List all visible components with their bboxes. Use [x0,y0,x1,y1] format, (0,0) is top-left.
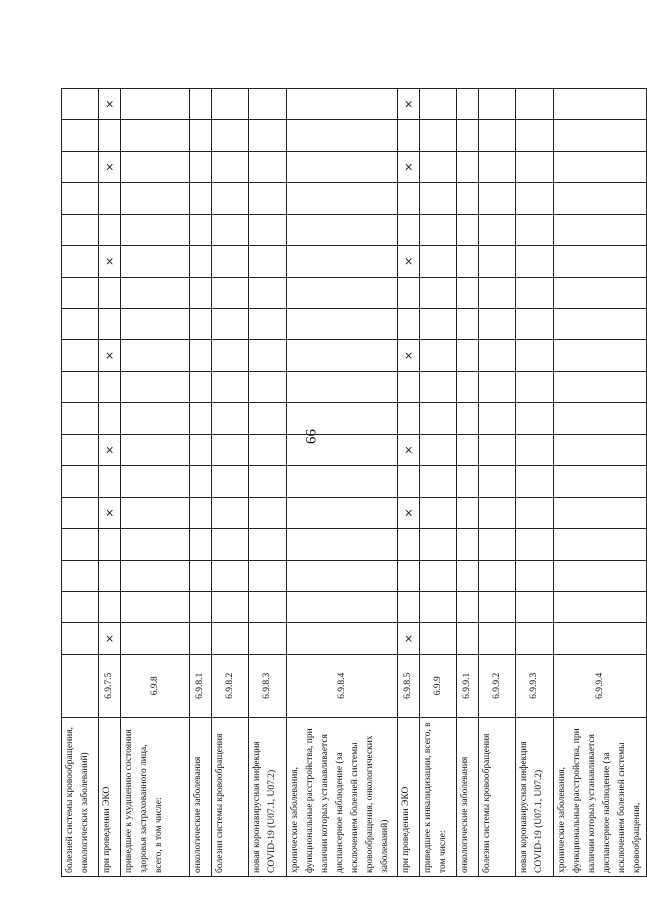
table-row [457,26,479,877]
empty-cell [398,560,420,591]
empty-cell [420,246,457,277]
empty-cell [398,529,420,560]
empty-cell [287,246,398,277]
empty-cell [554,403,647,434]
empty-cell [554,277,647,308]
empty-cell [554,623,647,654]
empty-cell [287,560,398,591]
empty-cell [62,277,99,308]
empty-cell [190,340,212,371]
empty-cell [212,371,249,402]
empty-cell [249,623,287,654]
empty-cell [99,214,121,245]
empty-cell [479,246,516,277]
empty-cell [121,403,190,434]
empty-cell [249,120,287,151]
empty-cell [190,623,212,654]
page-number: 99 [302,429,318,444]
empty-cell [516,277,554,308]
empty-cell [287,151,398,182]
empty-cell [516,371,554,402]
empty-cell [121,434,190,465]
empty-cell [287,183,398,214]
table-row [99,26,121,877]
empty-cell [190,183,212,214]
empty-cell [99,560,121,591]
empty-cell [479,623,516,654]
empty-cell [121,340,190,371]
row-code: 6.9.8.5 [398,654,420,717]
empty-cell [121,277,190,308]
empty-cell [420,623,457,654]
empty-cell [516,183,554,214]
table-row [121,26,190,877]
empty-cell [554,529,647,560]
empty-cell [516,434,554,465]
empty-cell [457,183,479,214]
empty-cell [287,309,398,340]
table-row [287,26,398,877]
statistics-table [61,25,647,877]
empty-cell [420,529,457,560]
empty-cell [249,371,287,402]
empty-cell [554,340,647,371]
empty-cell [62,340,99,371]
empty-cell [420,466,457,497]
empty-cell [516,529,554,560]
cross-mark: × [398,246,420,277]
empty-cell [99,183,121,214]
cross-mark: × [398,434,420,465]
empty-cell [554,88,647,119]
empty-cell [479,591,516,622]
empty-cell [190,497,212,528]
empty-cell [420,88,457,119]
empty-cell [249,88,287,119]
empty-cell [62,371,99,402]
cross-mark: × [99,623,121,654]
empty-cell [249,529,287,560]
empty-cell [212,623,249,654]
empty-cell [516,623,554,654]
empty-cell [249,591,287,622]
empty-cell [479,560,516,591]
empty-cell [516,309,554,340]
empty-cell [420,151,457,182]
empty-cell [249,434,287,465]
empty-cell [62,529,99,560]
table-row [249,26,287,877]
empty-cell [420,340,457,371]
empty-cell [479,497,516,528]
empty-cell [99,591,121,622]
empty-cell [398,183,420,214]
empty-cell [121,560,190,591]
empty-cell [287,623,398,654]
empty-cell [398,466,420,497]
empty-cell [479,466,516,497]
row-label: хронические заболевания, функциональные расстройства, при наличии которых устанавливается диспансерное наблюдение (за исключением болезней системы кровообращения, онкологических заболеваний) [287,717,398,876]
empty-cell [121,591,190,622]
empty-cell [420,120,457,151]
row-code: 6.9.9.2 [479,654,516,717]
empty-cell [99,529,121,560]
empty-cell [554,309,647,340]
row-label: онкологические заболевания [190,717,212,876]
empty-cell [249,277,287,308]
empty-cell [99,277,121,308]
empty-cell [516,214,554,245]
row-label: онкологические заболевания [457,717,479,876]
row-label: хронические заболевания, функциональные расстройства, при наличии которых устанавливается диспансерное наблюдение (за исключением болезней системы кровообращения, [554,717,647,876]
empty-cell [121,529,190,560]
empty-cell [398,309,420,340]
empty-cell [62,246,99,277]
empty-cell [457,277,479,308]
empty-cell [554,120,647,151]
empty-cell [398,120,420,151]
empty-cell [457,466,479,497]
empty-cell [62,623,99,654]
empty-cell [420,560,457,591]
empty-cell [287,529,398,560]
empty-cell [516,403,554,434]
empty-cell [190,591,212,622]
empty-cell [212,560,249,591]
empty-cell [121,371,190,402]
empty-cell [249,403,287,434]
empty-cell [457,497,479,528]
row-label: приведшее к инвалидизации, всего, в том числе: [420,717,457,876]
empty-cell [554,560,647,591]
empty-cell [516,151,554,182]
empty-cell [479,277,516,308]
empty-cell [479,214,516,245]
empty-cell [212,434,249,465]
empty-cell [554,246,647,277]
rotated-table-wrapper [61,25,642,877]
empty-cell [121,214,190,245]
empty-cell [99,371,121,402]
empty-cell [457,434,479,465]
empty-cell [398,591,420,622]
empty-cell [287,434,398,465]
empty-cell [287,340,398,371]
empty-cell [457,309,479,340]
empty-cell [99,120,121,151]
empty-cell [420,183,457,214]
cross-mark: × [398,151,420,182]
empty-cell [212,403,249,434]
empty-cell [190,277,212,308]
empty-cell [212,151,249,182]
empty-cell [398,214,420,245]
empty-cell [457,246,479,277]
table-row [479,26,516,877]
empty-cell [99,403,121,434]
empty-cell [554,434,647,465]
empty-cell [212,183,249,214]
empty-cell [479,403,516,434]
empty-cell [121,88,190,119]
empty-cell [212,214,249,245]
empty-cell [457,151,479,182]
row-label: болезни системы кровообращения [212,717,249,876]
row-code: 6.9.8.4 [287,654,398,717]
empty-cell [554,466,647,497]
row-label: при проведении ЭКО [99,717,121,876]
empty-cell [457,403,479,434]
empty-cell [554,183,647,214]
empty-cell [62,214,99,245]
empty-cell [287,277,398,308]
empty-cell [62,434,99,465]
empty-cell [287,88,398,119]
empty-cell [62,591,99,622]
empty-cell [190,529,212,560]
row-code [62,654,99,717]
empty-cell [479,434,516,465]
empty-cell [479,309,516,340]
empty-cell [516,497,554,528]
empty-cell [62,88,99,119]
empty-cell [212,466,249,497]
empty-cell [420,309,457,340]
empty-cell [554,151,647,182]
empty-cell [457,88,479,119]
empty-cell [420,403,457,434]
empty-cell [99,466,121,497]
empty-cell [190,246,212,277]
empty-cell [212,246,249,277]
empty-cell [554,591,647,622]
empty-cell [190,214,212,245]
row-code: 6.9.9.4 [554,654,647,717]
empty-cell [190,466,212,497]
empty-cell [212,497,249,528]
empty-cell [249,246,287,277]
table-row [516,26,554,877]
empty-cell [457,214,479,245]
empty-cell [212,120,249,151]
empty-cell [190,371,212,402]
empty-cell [479,340,516,371]
empty-cell [121,246,190,277]
empty-cell [121,497,190,528]
cross-mark: × [398,623,420,654]
empty-cell [420,497,457,528]
empty-cell [62,151,99,182]
cross-mark: × [99,434,121,465]
empty-cell [457,529,479,560]
empty-cell [457,120,479,151]
empty-cell [249,151,287,182]
empty-cell [190,151,212,182]
row-code: 6.9.9.3 [516,654,554,717]
cross-mark: × [99,497,121,528]
cross-mark: × [99,340,121,371]
empty-cell [516,246,554,277]
table-row [212,26,249,877]
row-label: болезней системы кровообращения, онкологических заболеваний) [62,717,99,876]
table-row [190,26,212,877]
empty-cell [212,309,249,340]
empty-cell [287,214,398,245]
empty-cell [479,529,516,560]
empty-cell [249,560,287,591]
empty-cell [516,560,554,591]
empty-cell [121,623,190,654]
empty-cell [121,309,190,340]
row-code: 6.9.7.5 [99,654,121,717]
empty-cell [190,120,212,151]
empty-cell [516,466,554,497]
empty-cell [121,466,190,497]
empty-cell [190,434,212,465]
empty-cell [479,183,516,214]
empty-cell [516,591,554,622]
cross-mark: × [99,246,121,277]
empty-cell [190,560,212,591]
row-code: 6.9.8.3 [249,654,287,717]
table-row [420,26,457,877]
row-label: новая коронавирусная инфекция COVID-19 (U07.1, U07.2) [249,717,287,876]
cross-mark: × [99,151,121,182]
empty-cell [516,120,554,151]
empty-cell [249,309,287,340]
empty-cell [212,88,249,119]
empty-cell [287,403,398,434]
empty-cell [62,466,99,497]
cross-mark: × [398,88,420,119]
empty-cell [62,183,99,214]
empty-cell [190,88,212,119]
empty-cell [479,151,516,182]
empty-cell [287,371,398,402]
empty-cell [249,466,287,497]
empty-cell [121,120,190,151]
empty-cell [420,371,457,402]
table-row [398,26,420,877]
empty-cell [121,183,190,214]
empty-cell [190,403,212,434]
empty-cell [121,151,190,182]
empty-cell [398,277,420,308]
row-code: 6.9.8.2 [212,654,249,717]
empty-cell [249,340,287,371]
row-label: болезни системы кровообращения [479,717,516,876]
row-label: новая коронавирусная инфекция COVID-19 (U07.1, U07.2) [516,717,554,876]
empty-cell [420,214,457,245]
empty-cell [249,214,287,245]
row-label: при проведении ЭКО [398,717,420,876]
empty-cell [99,309,121,340]
empty-cell [287,120,398,151]
empty-cell [457,340,479,371]
row-code: 6.9.8 [121,654,190,717]
empty-cell [62,560,99,591]
empty-cell [457,591,479,622]
empty-cell [62,309,99,340]
empty-cell [457,560,479,591]
cross-mark: × [99,88,121,119]
empty-cell [287,591,398,622]
empty-cell [249,497,287,528]
table-body [62,26,647,877]
empty-cell [420,434,457,465]
empty-cell [190,309,212,340]
cross-mark: × [398,497,420,528]
empty-cell [398,371,420,402]
empty-cell [287,466,398,497]
empty-cell [212,529,249,560]
empty-cell [420,591,457,622]
empty-cell [516,88,554,119]
empty-cell [554,214,647,245]
empty-cell [420,277,457,308]
empty-cell [479,371,516,402]
empty-cell [398,403,420,434]
empty-cell [212,340,249,371]
empty-cell [287,497,398,528]
empty-cell [62,497,99,528]
empty-cell [554,497,647,528]
empty-cell [516,340,554,371]
empty-cell [457,371,479,402]
row-code: 6.9.9.1 [457,654,479,717]
table-row [62,26,99,877]
row-code: 6.9.8.1 [190,654,212,717]
empty-cell [212,591,249,622]
empty-cell [62,120,99,151]
empty-cell [212,277,249,308]
cross-mark: × [398,340,420,371]
table-row [554,26,647,877]
row-label: приведшее к ухудшению состояния здоровья застрахованного лица, всего, в том числе: [121,717,190,876]
empty-cell [479,88,516,119]
empty-cell [249,183,287,214]
empty-cell [554,371,647,402]
empty-cell [457,623,479,654]
empty-cell [62,403,99,434]
row-code: 6.9.9 [420,654,457,717]
empty-cell [479,120,516,151]
